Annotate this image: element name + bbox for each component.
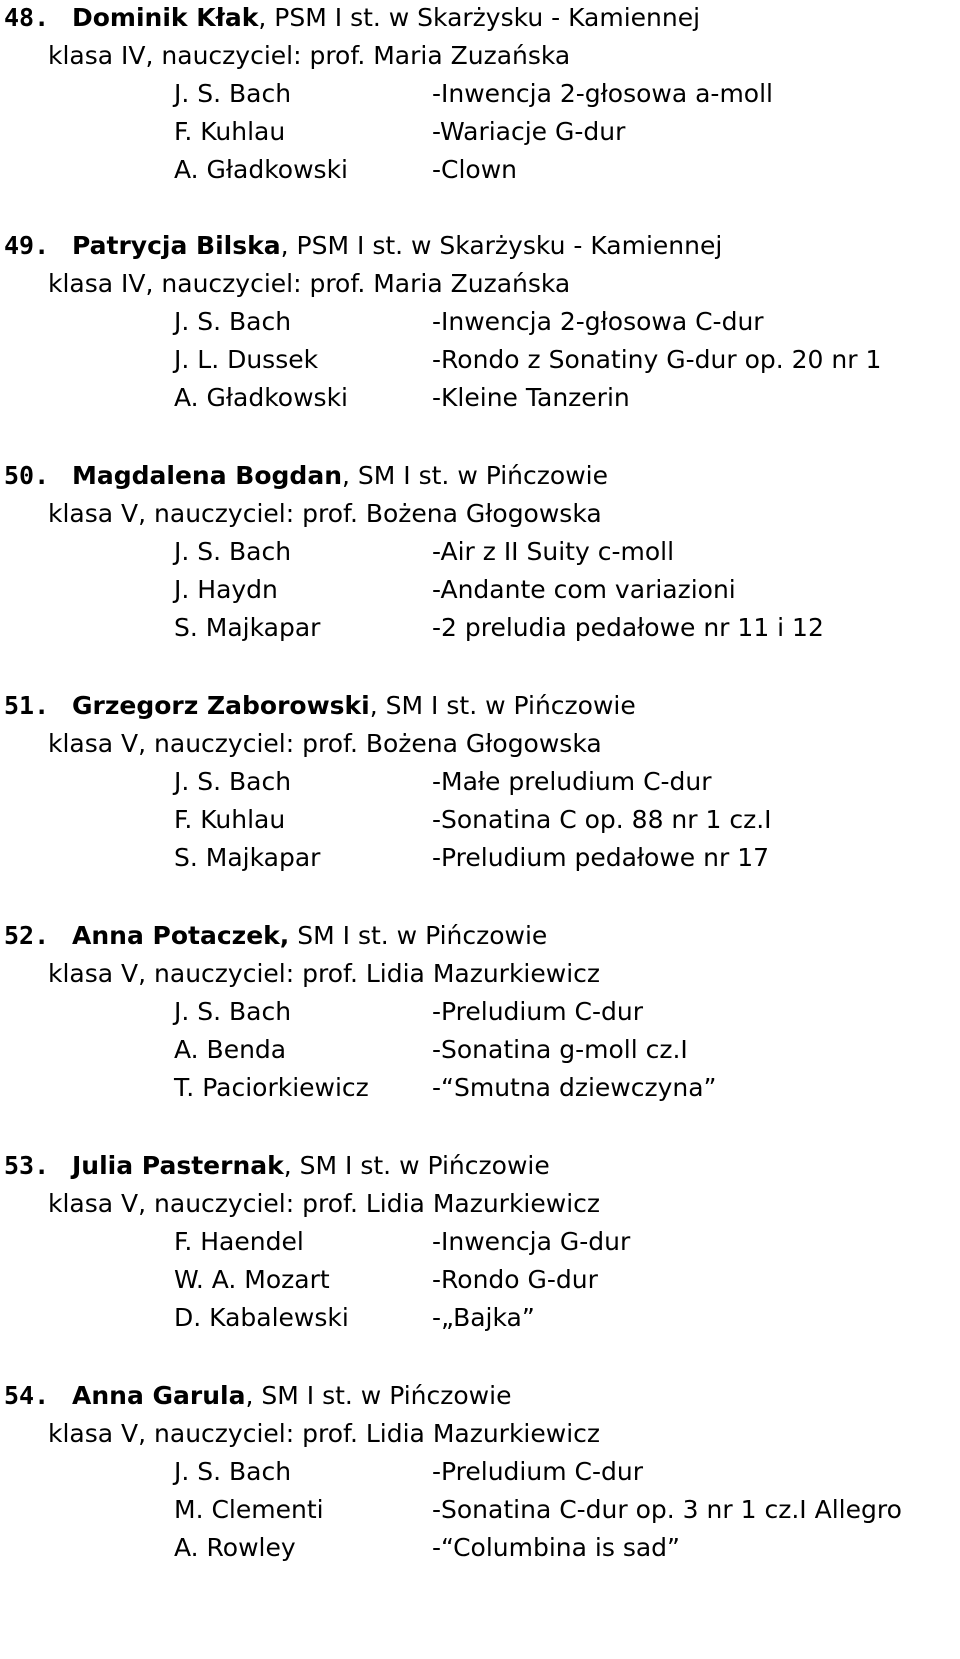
entry-number: 50. — [4, 461, 50, 490]
piece-title: -Air z II Suity c-moll — [432, 537, 675, 566]
composer: A. Gładkowski — [174, 155, 348, 184]
composer: J. L. Dussek — [174, 345, 319, 374]
composer: S. Majkapar — [174, 843, 321, 872]
piece-title: -Sonatina C-dur op. 3 nr 1 cz.I Allegro — [432, 1495, 902, 1524]
entry-heading — [72, 918, 547, 954]
performer-name: Grzegorz Zaborowski — [72, 691, 370, 720]
school-name: , PSM I st. w Skarżysku - Kamiennej — [280, 231, 723, 260]
piece-title: -Preludium C-dur — [432, 997, 643, 1026]
piece-title: -Preludium pedałowe nr 17 — [432, 843, 770, 872]
teacher-line: klasa V, nauczyciel: prof. Lidia Mazurkiewicz — [48, 959, 601, 988]
entry-number: 49. — [4, 231, 50, 260]
performer-name: Patrycja Bilska — [72, 231, 281, 260]
composer: J. Haydn — [174, 575, 278, 604]
piece-title: -Inwencja 2-głosowa a-moll — [432, 79, 773, 108]
entry-heading — [72, 688, 636, 724]
piece-title: -Rondo z Sonatiny G-dur op. 20 nr 1 — [432, 345, 882, 374]
performer-name: Dominik Kłak — [72, 3, 259, 32]
piece-title: -Małe preludium C-dur — [432, 767, 712, 796]
piece-title: -Inwencja G-dur — [432, 1227, 631, 1256]
teacher-line: klasa IV, nauczyciel: prof. Maria Zuzańska — [48, 269, 571, 298]
piece-title: -Andante com variazioni — [432, 575, 736, 604]
entry-heading — [72, 1148, 550, 1184]
entry-number: 48. — [4, 3, 50, 32]
school-name: , PSM I st. w Skarżysku - Kamiennej — [258, 3, 701, 32]
teacher-line: klasa V, nauczyciel: prof. Lidia Mazurkiewicz — [48, 1189, 601, 1218]
composer: S. Majkapar — [174, 613, 321, 642]
piece-title: -“Smutna dziewczyna” — [432, 1073, 717, 1102]
performer-name: Anna Potaczek, — [72, 921, 290, 950]
composer: T. Paciorkiewicz — [174, 1073, 369, 1102]
composer: A. Benda — [174, 1035, 287, 1064]
entry-number: 52. — [4, 921, 50, 950]
composer: M. Clementi — [174, 1495, 324, 1524]
school-name: , SM I st. w Pińczowie — [283, 1151, 550, 1180]
composer: F. Kuhlau — [174, 805, 286, 834]
entry-heading — [72, 458, 608, 494]
performer-name: Julia Pasternak — [72, 1151, 284, 1180]
composer: J. S. Bach — [174, 997, 292, 1026]
teacher-line: klasa V, nauczyciel: prof. Bożena Głogowska — [48, 729, 602, 758]
school-name: , SM I st. w Pińczowie — [369, 691, 636, 720]
entry-heading — [72, 0, 700, 36]
piece-title: -2 preludia pedałowe nr 11 i 12 — [432, 613, 824, 642]
piece-title: -Rondo G-dur — [432, 1265, 598, 1294]
composer: J. S. Bach — [174, 79, 292, 108]
composer: W. A. Mozart — [174, 1265, 330, 1294]
performer-name: Magdalena Bogdan — [72, 461, 342, 490]
school-name: , SM I st. w Pińczowie — [342, 461, 608, 490]
entry-heading — [72, 1378, 511, 1414]
entry-heading — [72, 228, 722, 264]
piece-title: -Clown — [432, 155, 518, 184]
composer: J. S. Bach — [174, 1457, 292, 1486]
teacher-line: klasa V, nauczyciel: prof. Bożena Głogowska — [48, 499, 602, 528]
piece-title: -Inwencja 2-głosowa C-dur — [432, 307, 764, 336]
piece-title: -Sonatina g-moll cz.I — [432, 1035, 688, 1064]
composer: A. Rowley — [174, 1533, 296, 1562]
composer: J. S. Bach — [174, 537, 292, 566]
piece-title: -“Columbina is sad” — [432, 1533, 680, 1562]
entry-number: 53. — [4, 1151, 50, 1180]
piece-title: -Kleine Tanzerin — [432, 383, 630, 412]
composer: D. Kabalewski — [174, 1303, 349, 1332]
composer: A. Gładkowski — [174, 383, 348, 412]
piece-title: -„Bajka” — [432, 1303, 535, 1332]
teacher-line: klasa V, nauczyciel: prof. Lidia Mazurkiewicz — [48, 1419, 601, 1448]
piece-title: -Preludium C-dur — [432, 1457, 643, 1486]
school-name: SM I st. w Pińczowie — [289, 921, 548, 950]
composer: J. S. Bach — [174, 767, 292, 796]
composer: F. Haendel — [174, 1227, 304, 1256]
entry-number: 51. — [4, 691, 50, 720]
performer-name: Anna Garula — [72, 1381, 246, 1410]
piece-title: -Sonatina C op. 88 nr 1 cz.I — [432, 805, 772, 834]
teacher-line: klasa IV, nauczyciel: prof. Maria Zuzańska — [48, 41, 571, 70]
composer: J. S. Bach — [174, 307, 292, 336]
composer: F. Kuhlau — [174, 117, 286, 146]
piece-title: -Wariacje G-dur — [432, 117, 626, 146]
school-name: , SM I st. w Pińczowie — [245, 1381, 512, 1410]
entry-number: 54. — [4, 1381, 50, 1410]
